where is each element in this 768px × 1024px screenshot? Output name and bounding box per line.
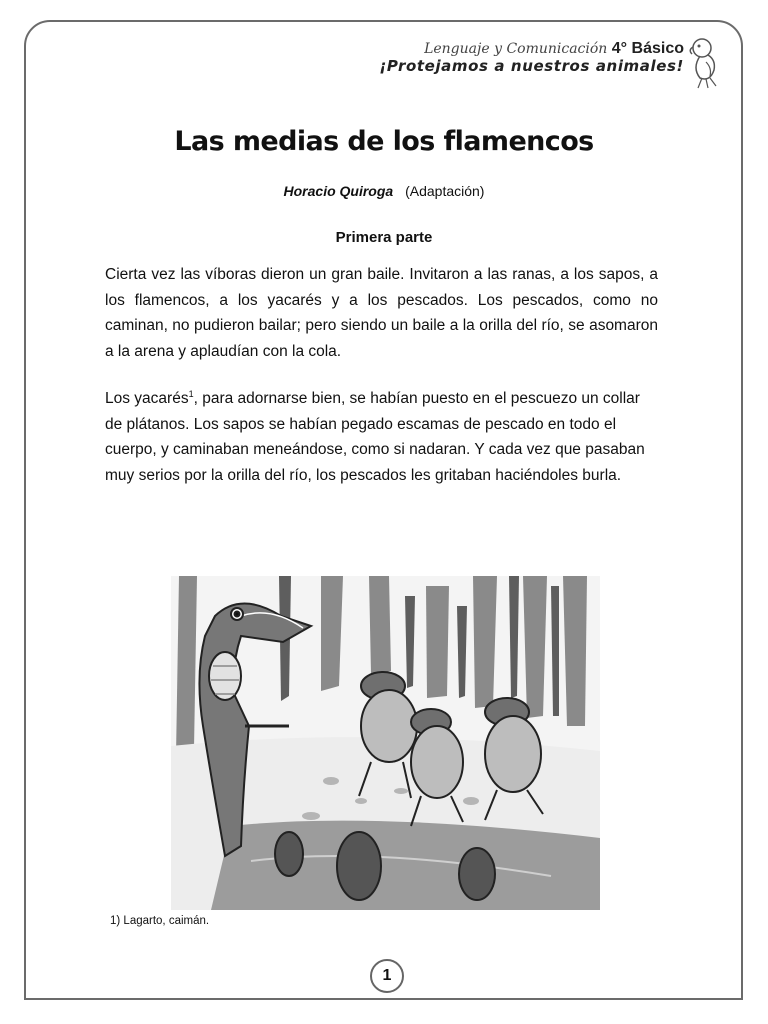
subject-line: [379, 40, 684, 58]
page-number: 1: [370, 959, 404, 993]
page-header: [379, 40, 684, 75]
paragraph-2: [105, 382, 658, 488]
story-illustration: [171, 576, 600, 910]
author-line: [0, 183, 768, 199]
author-name: Horacio Quiroga: [283, 183, 394, 199]
footnote-marker: 1: [188, 389, 194, 399]
paragraph-1: Cierta vez las víboras dieron un gran baile. Invitaron a las ranas, a los sapos, a los flamencos, a los yacarés y a los pescados. Los pescados, como no caminan, no pudieron bailar; pero siendo un baile a la orilla del río, se asomaron a la arena y aplaudían con la cola.: [105, 266, 658, 360]
paragraph-2-start: Los yacarés: [105, 390, 189, 408]
section-heading: Primera parte: [335, 229, 433, 246]
unit-title: ¡Protejamos a nuestros animales!: [379, 57, 684, 75]
grade-label: 4° Básico: [611, 40, 684, 57]
story-title: Las medias de los flamencos: [174, 126, 594, 157]
adaptation-note: (Adaptación): [405, 183, 485, 199]
footnote: 1) Lagarto, caimán.: [110, 915, 210, 927]
subject-label: Lenguaje y Comunicación: [424, 41, 608, 57]
parrot-icon: [688, 34, 722, 90]
paragraph-2-rest: , para adornarse bien, se habían puesto en el pescuezo un collar de plátanos. Los sapos se habían pegado escamas de pescado en todo el cuerpo, y caminaban meneándose, como si nadaran. Y cada vez que pasaban muy serios por la orilla del río, los pescados les gritaban haciéndoles burla.: [105, 390, 645, 484]
